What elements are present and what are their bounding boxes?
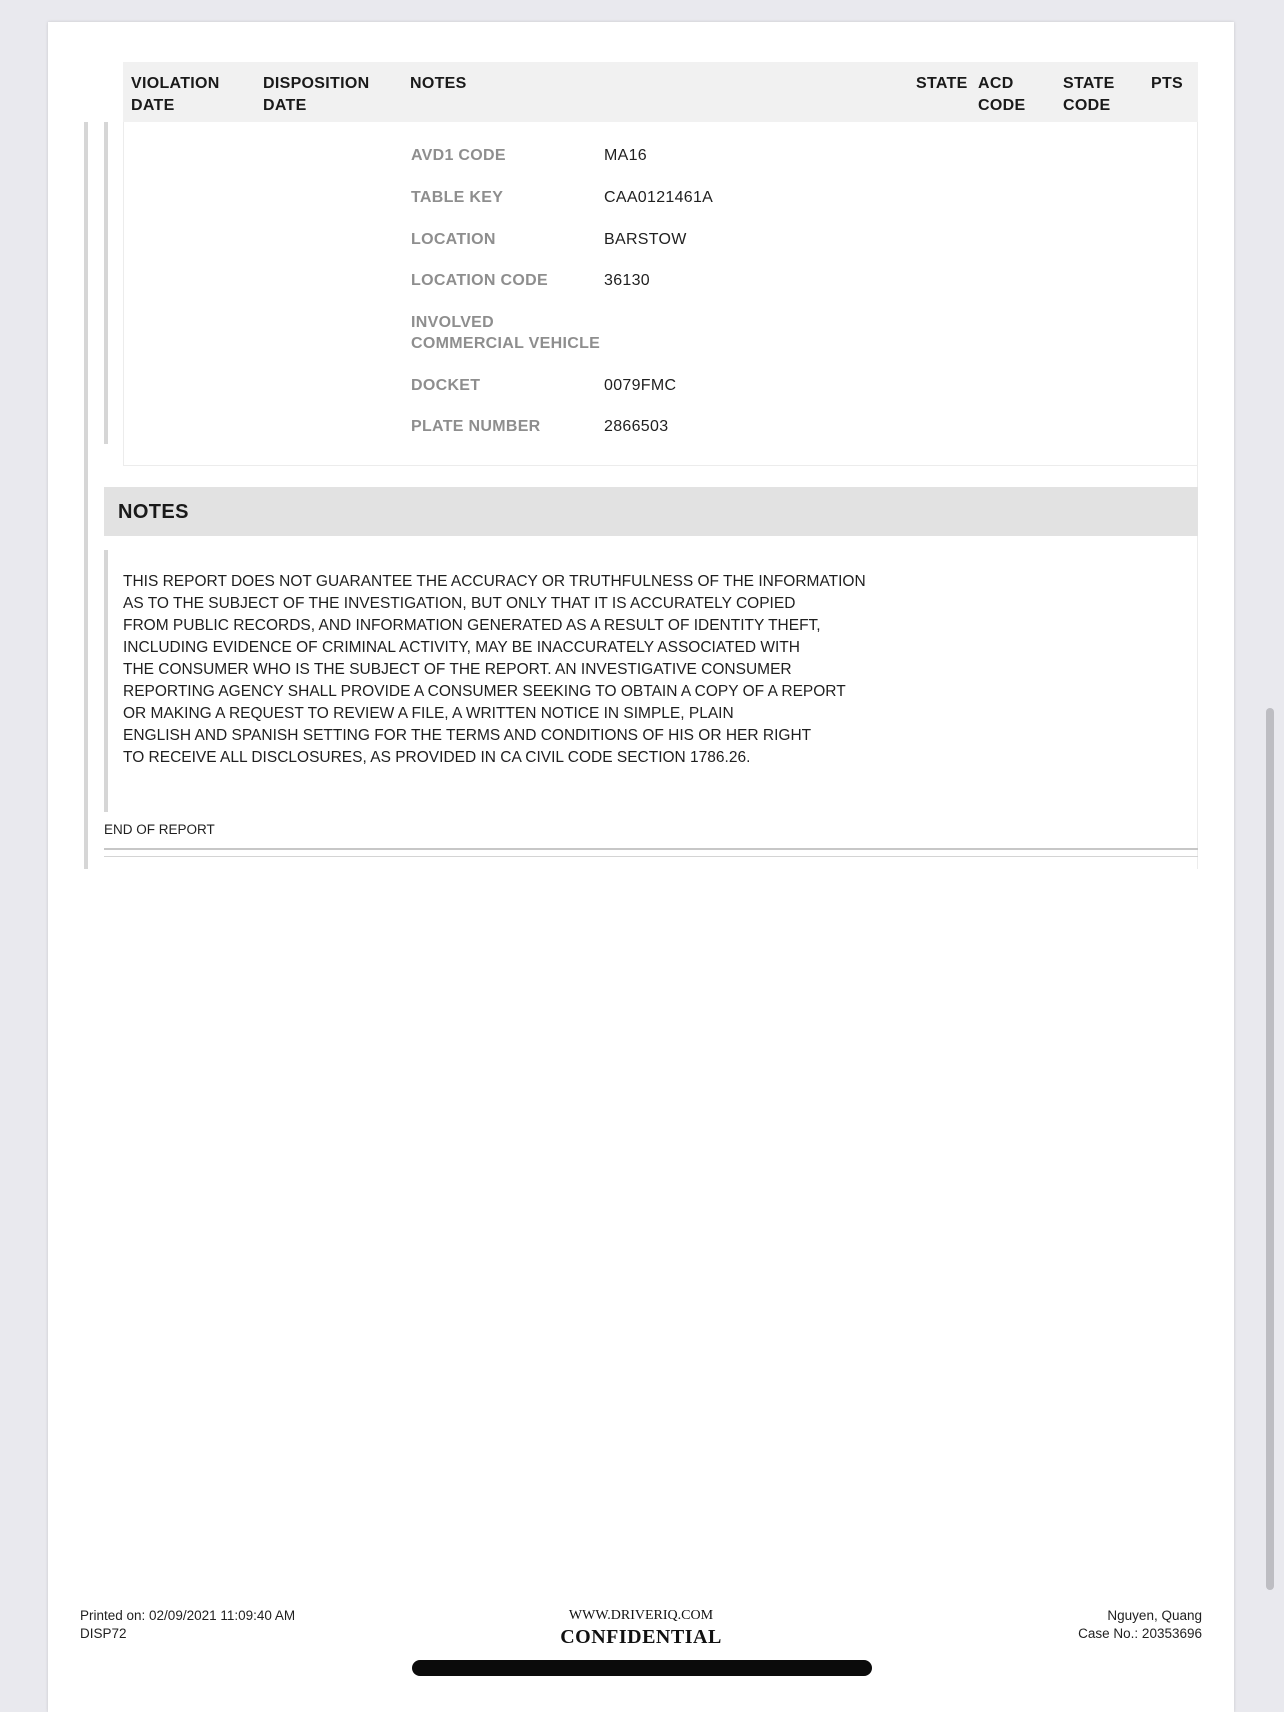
notes-line: THIS REPORT DOES NOT GUARANTEE THE ACCURACY OR TRUTHFULNESS OF THE INFORMATION (123, 573, 866, 590)
column-header-notes: NOTES (410, 75, 467, 92)
notes-line: OR MAKING A REQUEST TO REVIEW A FILE, A WRITTEN NOTICE IN SIMPLE, PLAIN (123, 705, 734, 722)
case-number: Case No.: 20353696 (1078, 1626, 1202, 1641)
detail-value-location: BARSTOW (604, 231, 687, 248)
detail-label-involved-commercial-vehicle: INVOLVED COMMERCIAL VEHICLE (411, 314, 601, 352)
record-indent-bar (84, 122, 88, 869)
printed-on-text: Printed on: 02/09/2021 11:09:40 AM (80, 1608, 296, 1623)
end-of-report-label: END OF REPORT (104, 822, 215, 837)
notes-line: AS TO THE SUBJECT OF THE INVESTIGATION, BUT ONLY THAT IT IS ACCURATELY COPIED (123, 595, 796, 612)
vertical-scrollbar[interactable] (1266, 708, 1274, 1590)
column-header-state: STATE (916, 75, 968, 92)
detail-indent-bar (104, 122, 108, 444)
notes-section-header (104, 487, 1198, 536)
footer-branding (48, 1607, 1234, 1649)
detail-label-table-key: TABLE KEY (411, 189, 504, 206)
notes-line: TO RECEIVE ALL DISCLOSURES, AS PROVIDED IN CA CIVIL CODE SECTION 1786.26. (123, 749, 751, 766)
footer-subject-info (1078, 1607, 1202, 1643)
notes-line: FROM PUBLIC RECORDS, AND INFORMATION GENERATED AS A RESULT OF IDENTITY THEFT, (123, 617, 821, 634)
column-header-violation-date: VIOLATION DATE (131, 75, 220, 114)
notes-disclaimer (123, 571, 866, 769)
notes-section-title: NOTES (118, 501, 189, 523)
notes-line: THE CONSUMER WHO IS THE SUBJECT OF THE REPORT. AN INVESTIGATIVE CONSUMER (123, 661, 792, 678)
column-header-state-code: STATE CODE (1063, 75, 1115, 114)
detail-label-avd1-code: AVD1 CODE (411, 147, 506, 164)
column-header-acd-code: ACD CODE (978, 75, 1026, 114)
notes-line: REPORTING AGENCY SHALL PROVIDE A CONSUMER SEEKING TO OBTAIN A COPY OF A REPORT (123, 683, 846, 700)
detail-value-avd1-code: MA16 (604, 147, 647, 164)
notes-line: ENGLISH AND SPANISH SETTING FOR THE TERMS AND CONDITIONS OF HIS OR HER RIGHT (123, 727, 812, 744)
table-header (123, 62, 1198, 122)
detail-label-location-code: LOCATION CODE (411, 272, 548, 289)
home-indicator[interactable] (412, 1660, 872, 1676)
end-divider (104, 848, 1198, 850)
confidential-label: CONFIDENTIAL (560, 1626, 722, 1648)
report-code: DISP72 (80, 1626, 127, 1641)
detail-value-location-code: 36130 (604, 272, 650, 289)
report-page (48, 22, 1234, 1712)
detail-value-docket: 0079FMC (604, 377, 677, 394)
detail-label-location: LOCATION (411, 231, 496, 248)
detail-value-plate-number: 2866503 (604, 418, 669, 435)
column-header-pts: PTS (1151, 75, 1184, 92)
violation-detail-box (123, 122, 1198, 466)
detail-value-table-key: CAA0121461A (604, 189, 714, 206)
website-text: WWW.DRIVERIQ.COM (568, 1608, 714, 1623)
column-header-disposition-date: DISPOSITION DATE (263, 75, 370, 114)
detail-label-plate-number: PLATE NUMBER (411, 418, 541, 435)
subject-name: Nguyen, Quang (1107, 1608, 1202, 1623)
end-divider (104, 856, 1198, 857)
detail-label-docket: DOCKET (411, 377, 481, 394)
notes-indent-bar (104, 550, 108, 812)
notes-line: INCLUDING EVIDENCE OF CRIMINAL ACTIVITY, MAY BE INACCURATELY ASSOCIATED WITH (123, 639, 800, 656)
